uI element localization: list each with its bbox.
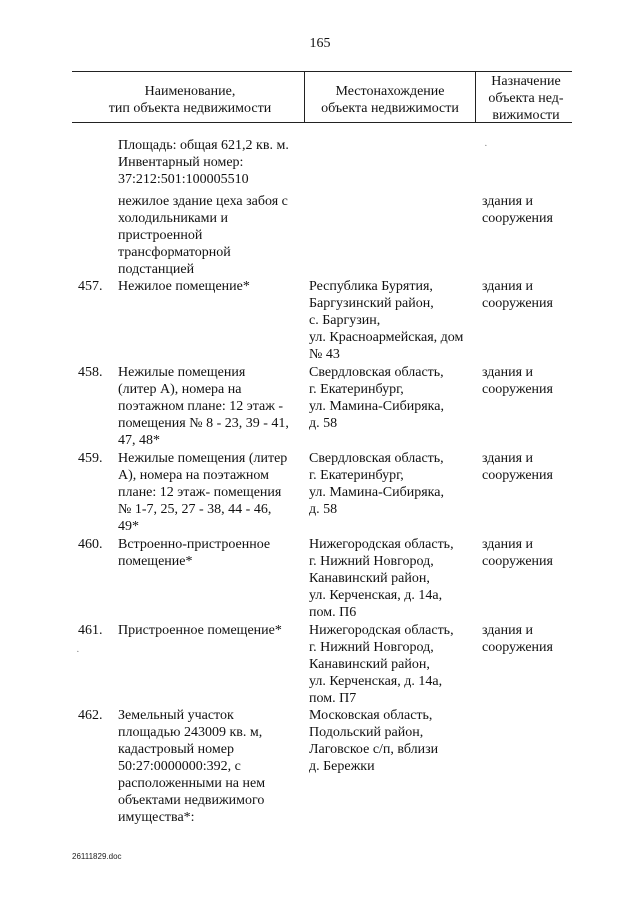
- object-purpose: здания и сооружения: [482, 537, 553, 569]
- row-number: 461.: [78, 623, 103, 638]
- row-number: 458.: [78, 365, 103, 380]
- header-column-divider: [304, 71, 305, 122]
- document-filename: 26111829.doc: [72, 852, 122, 861]
- header-purpose-cell: Назначение объекта нед- вижимости: [488, 74, 564, 123]
- object-purpose: здания и сооружения: [482, 623, 553, 655]
- object-name: Пристроенное помещение*: [118, 623, 282, 638]
- page-number: 165: [309, 36, 331, 51]
- object-location: Нижегородская область, г. Нижний Новгород, Канавинский район, ул. Керченская, д. 14а, пом. П7: [309, 623, 454, 706]
- object-location: Нижегородская область, г. Нижний Новгород, Канавинский район, ул. Керченская, д. 14а, пом. П6: [309, 537, 454, 620]
- header-column-divider: [475, 71, 476, 122]
- object-name: Нежилое помещение*: [118, 279, 250, 294]
- object-purpose: здания и сооружения: [482, 365, 553, 397]
- object-location: Свердловская область, г. Екатеринбург, ул. Мамина-Сибиряка, д. 58: [309, 451, 444, 517]
- object-purpose: здания и сооружения: [482, 279, 553, 311]
- object-name: Земельный участок площадью 243009 кв. м, кадастровый номер 50:27:0000000:392, с расположенными на нем объектами недвижимого имущества*:: [118, 708, 266, 825]
- object-purpose: здания и сооружения: [482, 451, 553, 483]
- header-name-cell: Наименование, тип объекта недвижимости: [108, 84, 272, 116]
- continuation-details: Площадь: общая 621,2 кв. м. Инвентарный номер: 37:212:501:100005510: [118, 138, 289, 187]
- object-location: Московская область, Подольский район, Лаговское с/п, вблизи д. Бережки: [309, 708, 439, 774]
- continuation-object-name: нежилое здание цеха забоя с холодильниками и пристроенной трансформаторной подстанцией: [118, 194, 288, 277]
- header-location-cell: Местонахождение объекта недвижимости: [321, 84, 459, 116]
- table-top-rule: [72, 71, 572, 72]
- row-number: 459.: [78, 451, 103, 466]
- scan-speck: ·: [484, 140, 488, 152]
- object-location: Свердловская область, г. Екатеринбург, ул. Мамина-Сибиряка, д. 58: [309, 365, 444, 431]
- scan-speck: ·: [76, 646, 80, 658]
- object-name: Встроенно-пристроенное помещение*: [118, 537, 271, 569]
- object-name: Нежилые помещения (литер А), номера на поэтажном плане: 12 этаж- помещения № 1-7, 25, 27 - 38, 44 - 46, 49*: [118, 451, 288, 534]
- row-number: 462.: [78, 708, 103, 723]
- object-location: Республика Бурятия, Баргузинский район, с. Баргузин, ул. Красноармейская, дом № 43: [309, 279, 464, 362]
- object-name: Нежилые помещения (литер А), номера на поэтажном плане: 12 этаж - помещения № 8 - 23, 39 - 41, 47, 48*: [118, 365, 289, 448]
- row-number: 457.: [78, 279, 103, 294]
- continuation-object-purpose: здания и сооружения: [482, 194, 553, 226]
- row-number: 460.: [78, 537, 103, 552]
